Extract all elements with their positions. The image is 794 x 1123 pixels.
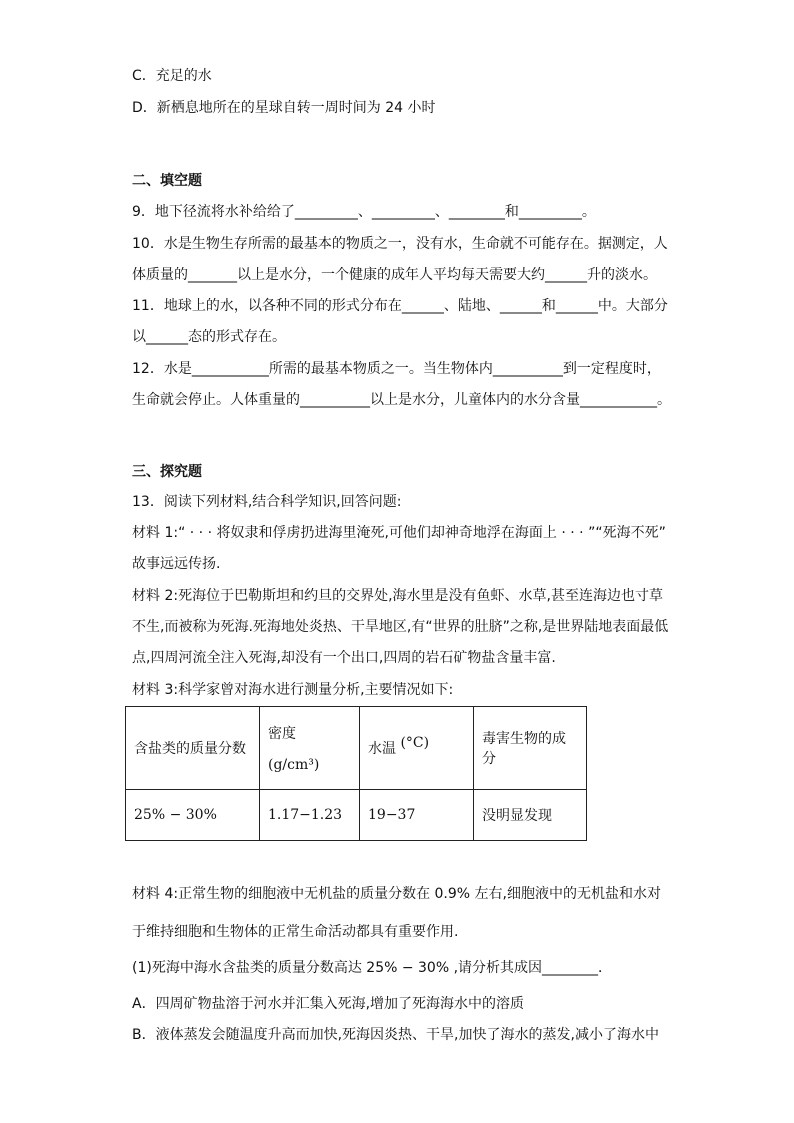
table-header-row (126, 707, 587, 790)
temp-label: 水温 (368, 741, 396, 757)
material-1-line2: 故事远远传扬. (132, 556, 221, 572)
question-10-line1: 10．水是生物生存所需的最基本的物质之一，没有水，生命就不可能存在。据测定，人 (132, 236, 668, 252)
option-c: C．充足的水 (132, 68, 212, 84)
option-b: B．液体蒸发会随温度升高而加快,死海因炎热、干旱,加快了海水的蒸发,减小了海水中 (132, 1027, 659, 1043)
question-9: 9．地下径流将水补给给了_________、_________、________和_________。 (132, 204, 596, 220)
material-2-line2: 不生,而被称为死海.死海地处炎热、干旱地区,有“世界的肚脐”之称,是世界陆地表面最低 (132, 619, 669, 635)
density-unit: (g/cm³) (268, 757, 320, 773)
material-4-line2: 于维持细胞和生物体的正常生命活动都具有重要作用. (132, 924, 459, 940)
question-11-line2: 以______态的形式存在。 (132, 329, 286, 345)
table-row (126, 790, 587, 841)
seawater-data-table (125, 706, 587, 841)
option-a: A．四周矿物盐溶于河水并汇集入死海,增加了死海海水中的溶质 (132, 996, 525, 1012)
cell-density: 1.17−1.23 (260, 790, 360, 841)
section-explore-title: 三、探究题 (132, 464, 202, 480)
material-4-line1: 材料 4:正常生物的细胞液中无机盐的质量分数在 0.9% 左右,细胞液中的无机盐和水对 (132, 886, 661, 902)
question-12-line1: 12．水是___________所需的最基本物质之一。当生物体内__________到一定程度时， (132, 361, 661, 377)
cell-salt: 25% − 30% (126, 790, 260, 841)
header-temp (360, 707, 474, 790)
density-label: 密度 (268, 726, 296, 742)
temp-unit: (°C) (400, 735, 430, 751)
section-fill-title: 二、填空题 (132, 173, 202, 189)
material-2-line1: 材料 2:死海位于巴勒斯坦和约旦的交界处,海水里是没有鱼虾、水草,甚至连海边也寸草 (132, 588, 663, 604)
cell-temp: 19−37 (360, 790, 474, 841)
question-12-line2: 生命就会停止。人体重量的__________以上是水分，儿童体内的水分含量___________。 (132, 392, 671, 408)
option-d: D．新栖息地所在的星球自转一周时间为 24 小时 (132, 100, 436, 116)
header-salt: 含盐类的质量分数 (126, 707, 260, 790)
sub-question-1: (1)死海中海水含盐类的质量分数高达 25% − 30% ,请分析其成因________． (132, 960, 613, 976)
question-10-line2: 体质量的_______以上是水分，一个健康的成年人平均每天需要大约______升的淡水。 (132, 267, 657, 283)
header-density (260, 707, 360, 790)
material-2-line3: 点,四周河流全注入死海,却没有一个出口,四周的岩石矿物盐含量丰富. (132, 650, 556, 666)
question-11-line1: 11．地球上的水，以各种不同的形式分布在______、陆地、______和______中。大部分 (132, 298, 668, 314)
cell-toxic: 没明显发现 (474, 790, 587, 841)
material-3: 材料 3:科学家曾对海水进行测量分析,主要情况如下: (132, 682, 454, 698)
question-13-intro: 13．阅读下列材料,结合科学知识,回答问题: (132, 494, 402, 510)
header-toxic: 毒害生物的成分 (474, 707, 587, 790)
material-1-line1: 材料 1:“ · · · 将奴隶和俘虏扔进海里淹死,可他们却神奇地浮在海面上 · · · ”“死海不死” (132, 525, 666, 541)
